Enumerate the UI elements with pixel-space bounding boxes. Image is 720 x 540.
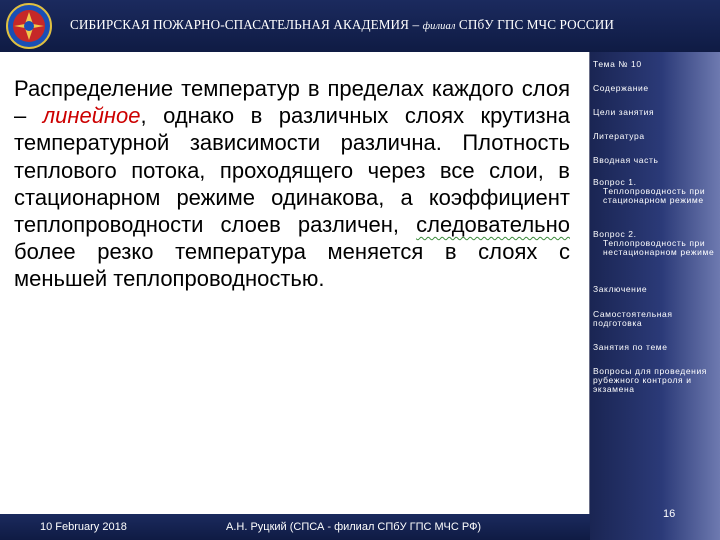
page-number: 16: [663, 508, 676, 520]
nav-item-sublabel: Теплопроводность при стационарном режиме: [603, 186, 706, 206]
body-text-part: , однако в различных слоях крутизна температурной зависимости различна. Плотность теплового потока, проходящего через все слои, в стационарном режиме одинакова, а коэффициент теплопроводности слоев различен,: [14, 103, 570, 238]
footer-author: А.Н. Руцкий (СПСА - филиал СПбУ ГПС МЧС РФ): [226, 521, 482, 533]
nav-item-label: Самостоятельная подготовка: [593, 309, 673, 329]
nav-item-label: Литература: [593, 131, 645, 141]
nav-item-label: Содержание: [593, 83, 649, 93]
nav-item-lessons[interactable]: [593, 343, 717, 352]
body-text-part: Распределение температур в пределах каждого слоя –: [14, 76, 570, 129]
body-text-part: более резко температура меняется в слоях с меньшей теплопроводностью.: [14, 239, 570, 292]
spellcheck-underlined-word: следовательно: [416, 212, 570, 238]
nav-item-label: Тема № 10: [593, 59, 642, 69]
nav-item-topic[interactable]: [593, 60, 717, 69]
nav-item-label: Вопрос 1.: [593, 177, 637, 187]
nav-item-label: Заключение: [593, 284, 648, 294]
nav-item-sublabel: Теплопроводность при нестационарном режиме: [603, 238, 715, 258]
academy-emblem-icon: [6, 3, 52, 49]
nav-item-question-1[interactable]: [593, 178, 717, 206]
header-bar: [0, 0, 720, 52]
nav-item-contents[interactable]: [593, 84, 717, 93]
nav-item-self-study[interactable]: [593, 310, 717, 328]
nav-item-label: Вопрос 2.: [593, 229, 637, 239]
academy-title: [70, 17, 715, 33]
navigation-sidebar: [590, 52, 720, 540]
nav-item-literature[interactable]: [593, 132, 717, 141]
nav-item-conclusion[interactable]: [593, 285, 717, 294]
title-rest: СПбУ ГПС МЧС РОССИИ: [455, 17, 614, 32]
slide-body-text: [14, 75, 570, 293]
nav-item-goals[interactable]: [593, 108, 717, 117]
nav-item-label: Занятия по теме: [593, 342, 668, 352]
nav-item-exam-questions[interactable]: [593, 367, 717, 395]
nav-item-label: Цели занятия: [593, 107, 655, 117]
highlighted-term: линейное: [42, 103, 141, 129]
title-filial: филиал: [422, 21, 456, 32]
nav-item-label: Вводная часть: [593, 155, 659, 165]
nav-item-question-2[interactable]: [593, 230, 717, 258]
nav-item-label: Вопросы для проведения рубежного контроля и экзамена: [593, 366, 708, 395]
title-main: СИБИРСКАЯ ПОЖАРНО-СПАСАТЕЛЬНАЯ АКАДЕМИЯ –: [70, 17, 423, 32]
footer-date: 10 February 2018: [40, 521, 127, 533]
nav-item-intro[interactable]: [593, 156, 717, 165]
footer-bar: [0, 514, 590, 540]
